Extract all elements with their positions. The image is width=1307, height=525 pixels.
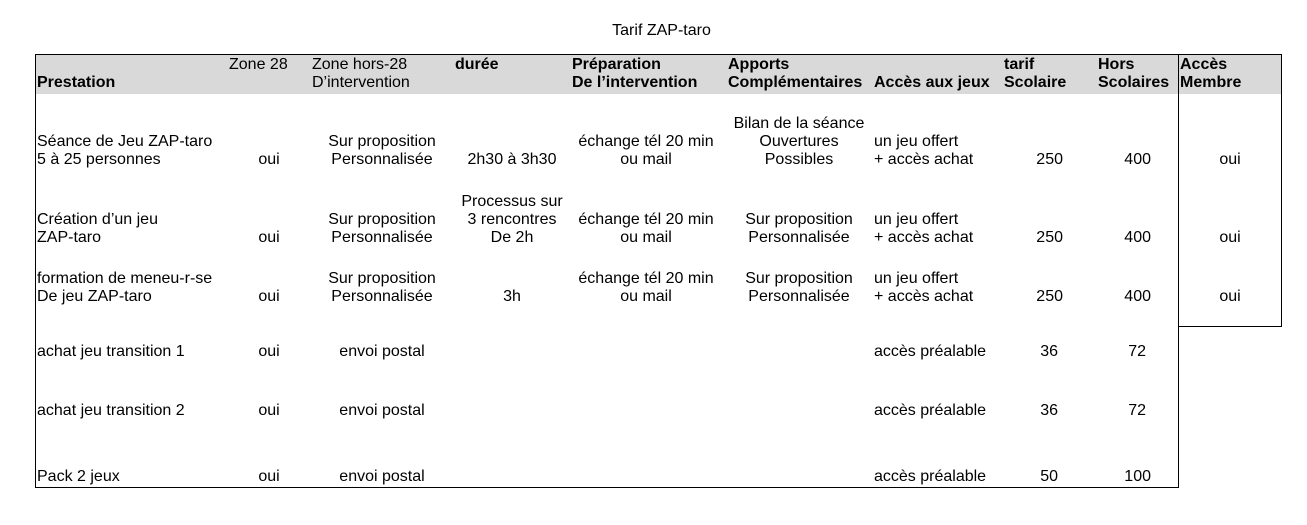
row1-prep-line1: échange tél 20 min (578, 133, 714, 150)
row2-acces-line2: + accès achat (874, 229, 974, 246)
row6-zone-hors: envoi postal (339, 468, 425, 485)
row3-zone-hors-line2: Personnalisée (331, 288, 433, 305)
row6-hors: 100 (1124, 468, 1151, 485)
row1-acces-line1: un jeu offert (874, 133, 959, 150)
row2-prestation-line2: ZAP-taro (37, 229, 102, 246)
row5-acces: accès préalable (874, 402, 987, 419)
header-hors-line1: Hors (1098, 56, 1135, 73)
header-duree: durée (455, 56, 499, 73)
row1-hors: 400 (1124, 151, 1151, 168)
row2-zone28: oui (258, 229, 280, 246)
row2-membre: oui (1219, 229, 1241, 246)
row2-zone-hors-line1: Sur proposition (328, 211, 436, 228)
row3-prep-line2: ou mail (620, 288, 672, 305)
row2-apports-line1: Sur proposition (745, 211, 853, 228)
row1-zone-hors-line1: Sur proposition (328, 133, 436, 150)
header-preparation-line1: Préparation (572, 56, 661, 73)
row2-prep-line2: ou mail (620, 229, 672, 246)
row5-zone-hors: envoi postal (339, 402, 425, 419)
row1-prestation-line1: Séance de Jeu ZAP-taro (37, 133, 213, 150)
header-prestation: Prestation (37, 74, 116, 91)
row2-apports-line2: Personnalisée (748, 229, 850, 246)
page-title: Tarif ZAP-taro (612, 22, 711, 39)
row2-prep-line1: échange tél 20 min (578, 211, 714, 228)
row6-zone28: oui (258, 468, 280, 485)
row6-prestation: Pack 2 jeux (37, 468, 120, 485)
row3-prep-line1: échange tél 20 min (578, 270, 714, 287)
row4-acces: accès préalable (874, 343, 987, 360)
header-apports-line2: Complémentaires (728, 74, 863, 91)
row3-prestation-line1: formation de meneu-r-se (37, 270, 213, 287)
row1-prep-line2: ou mail (620, 151, 672, 168)
table-left-border (35, 54, 36, 488)
header-tarif-line1: tarif (1004, 56, 1035, 73)
row6-tarif: 50 (1040, 468, 1058, 485)
row3-hors: 400 (1124, 288, 1151, 305)
row4-zone-hors: envoi postal (339, 343, 425, 360)
row4-zone28: oui (258, 343, 280, 360)
row2-zone-hors-line2: Personnalisée (331, 229, 433, 246)
row6-acces: accès préalable (874, 468, 987, 485)
row2-acces-line1: un jeu offert (874, 211, 959, 228)
row4-prestation: achat jeu transition 1 (37, 343, 185, 360)
row3-zone-hors-line1: Sur proposition (328, 270, 436, 287)
row2-prestation-line1: Création d’un jeu (37, 211, 158, 228)
row5-prestation: achat jeu transition 2 (37, 402, 185, 419)
header-preparation-line2: De l’intervention (572, 74, 698, 91)
row4-tarif: 36 (1040, 343, 1058, 360)
membre-bottom-border (1178, 326, 1282, 327)
row1-zone28: oui (258, 151, 280, 168)
row1-apports-line3: Possibles (764, 151, 834, 168)
header-membre-line1: Accès (1180, 56, 1228, 73)
row3-membre: oui (1219, 288, 1241, 305)
row2-duree-line3: De 2h (490, 229, 534, 246)
row3-zone28: oui (258, 288, 280, 305)
row3-apports-line1: Sur proposition (745, 270, 853, 287)
header-zone-hors-line1: Zone hors-28 (312, 56, 408, 73)
header-tarif-line2: Scolaire (1004, 74, 1067, 91)
row3-acces-line1: un jeu offert (874, 270, 959, 287)
header-hors-line2: Scolaires (1098, 74, 1170, 91)
row2-tarif: 250 (1036, 229, 1063, 246)
header-apports-line1: Apports (728, 56, 790, 73)
row1-membre: oui (1219, 151, 1241, 168)
row1-apports-line2: Ouvertures (759, 133, 839, 150)
header-zone28: Zone 28 (229, 56, 288, 73)
table-bottom-border (35, 487, 1179, 488)
row3-prestation-line2: De jeu ZAP-taro (37, 288, 152, 305)
row3-duree: 3h (503, 288, 521, 305)
header-acces-jeux: Accès aux jeux (874, 74, 990, 91)
row5-zone28: oui (258, 402, 280, 419)
row2-duree-line2: 3 rencontres (467, 211, 557, 228)
table-top-border (35, 54, 1282, 55)
row1-apports-line1: Bilan de la séance (733, 115, 865, 132)
row3-tarif: 250 (1036, 288, 1063, 305)
row2-hors: 400 (1124, 229, 1151, 246)
header-zone-hors-line2: D’intervention (312, 74, 410, 91)
membre-right-border (1281, 54, 1282, 327)
row2-duree-line1: Processus sur (461, 193, 563, 210)
row1-duree: 2h30 à 3h30 (467, 151, 557, 168)
row1-zone-hors-line2: Personnalisée (331, 151, 433, 168)
row5-tarif: 36 (1040, 402, 1058, 419)
header-membre-line2: Membre (1180, 74, 1242, 91)
column-divider-membre (1178, 54, 1179, 488)
row5-hors: 72 (1128, 402, 1146, 419)
row3-apports-line2: Personnalisée (748, 288, 850, 305)
row1-acces-line2: + accès achat (874, 151, 974, 168)
row1-prestation-line2: 5 à 25 personnes (37, 151, 161, 168)
row3-acces-line2: + accès achat (874, 288, 974, 305)
row4-hors: 72 (1128, 343, 1146, 360)
row1-tarif: 250 (1036, 151, 1063, 168)
